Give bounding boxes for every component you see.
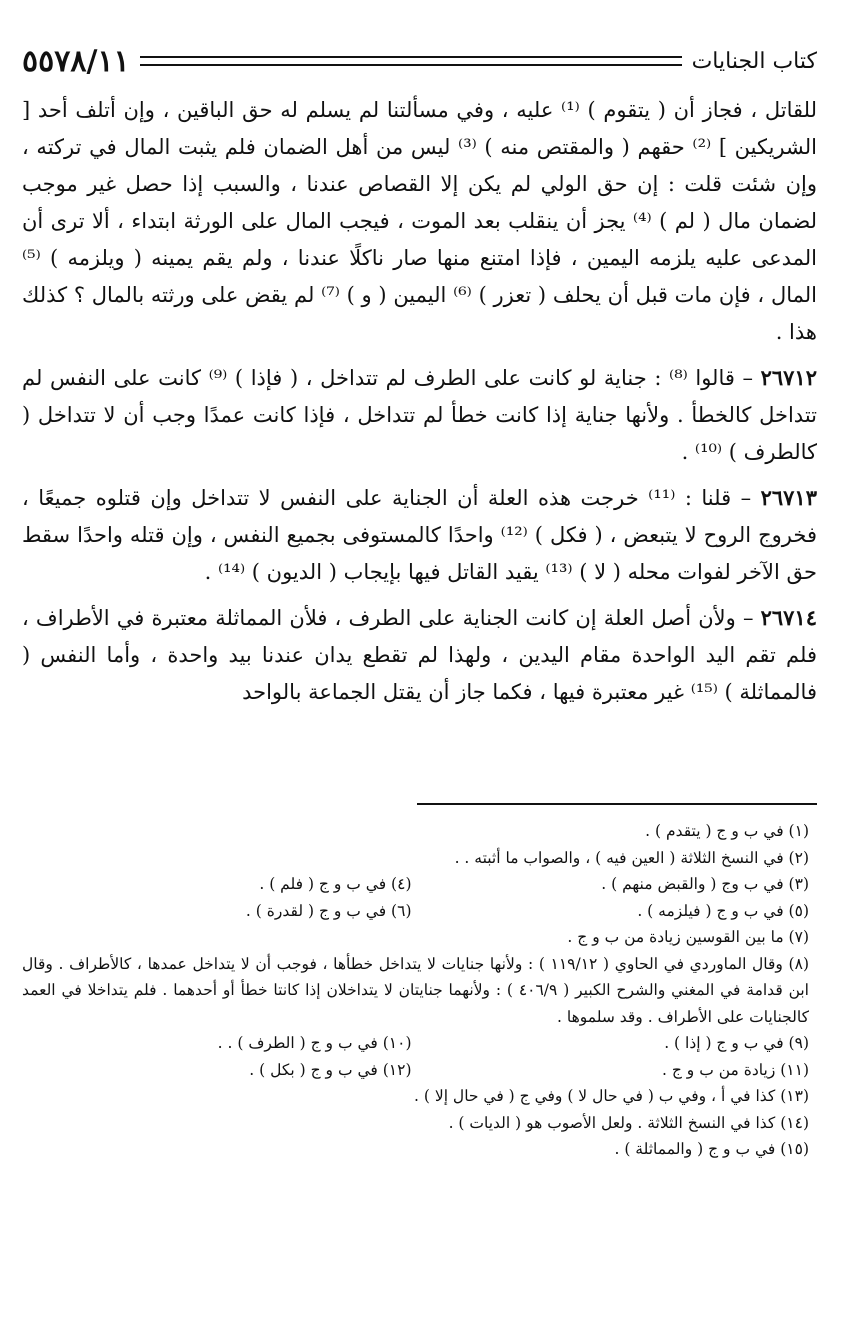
footnote-separator — [417, 803, 817, 805]
footnote-4: (٤) في ب و ج ( فلم ) . — [259, 875, 412, 893]
footnote-9: (٩) في ب و ج ( إذا ) . — [664, 1034, 809, 1052]
paragraph-text: للقاتل ، فجاز أن ( يتقوم ) ⁽¹⁾ عليه ، وفي مسألتنا لم يسلم له حق الباقين ، وإن أتلف أحد [ الشريكين ] ⁽²⁾ حقهم ( والمقتص منه ) ⁽³⁾ ليس من أهل الضمان فلم يثبت المال في تركته ، وإن شئت قلت : إن حق الولي لم يكن إلا القصاص عندنا ، والسبب إذا حصل غير موجب لضمان مال ( لم ) ⁽⁴⁾ يجز أن ينقلب بعد الموت ، فيجب المال على الورثة ابتداء ، ألا ترى أن المدعى عليه يلزمه اليمين ، فإذا امتنع منها صار ناكلًا عندنا ، ولم يقم يمينه ( ويلزمه ) ⁽⁵⁾ المال ، فإن مات قبل أن يحلف ( تعزر ) ⁽⁶⁾ اليمين ( و ) ⁽⁷⁾ لم يقض على ورثته بالمال ؟ كذلك هذا . — [22, 98, 817, 344]
footnote-7: (٧) ما بين القوسين زيادة من ب و ج . — [567, 928, 809, 946]
footnote-row — [22, 871, 817, 898]
footnote-2: (٢) في النسخ الثلاثة ( العين فيه ) ، والصواب ما أثبته . . — [454, 848, 809, 867]
footnote-5: (٥) في ب و ج ( فيلزمه ) . — [637, 901, 809, 920]
footnote-row — [22, 1057, 817, 1084]
paragraph-number: ٢٦٧١٤ — [760, 605, 817, 630]
footnote-13: (١٣) كذا في أ ، وفي ب ( في حال لا ) وفي ج ( في حال إلا ) . — [414, 1087, 809, 1105]
footnote-8: (٨) وقال الماوردي في الحاوي ( ١١٩/١٢ ) : ولأنها جنايات لا يتداخل خطأها ، فوجب أن لا يتداخل عمدها ، كالأطراف . وقال ابن قدامة في المغني والشرح الكبير ( ٤٠٦/٩ ) : ولأنهما جنايتان لا يتداخلان إذا كانتا خطأ أو أحدهما . فلم يتداخلا في العمد كالجنايات على الأطراف . وقد سلموها . — [22, 954, 809, 1026]
footnote-15: (١٥) في ب و ج ( والمماثلة ) . — [614, 1140, 809, 1158]
footnote-3: (٣) في ب وج ( والقبض منهم ) . — [601, 875, 809, 893]
footnote-12: (١٢) في ب و ج ( بكل ) . — [249, 1060, 412, 1079]
footnote-row — [22, 1030, 817, 1057]
main-text — [22, 92, 817, 719]
paragraph-number: ٢٦٧١٢ — [760, 365, 817, 390]
paragraph-text: – ولأن أصل العلة إن كانت الجناية على الطرف ، فلأن المماثلة معتبرة في الأطراف ، فلم تقم اليد الواحدة مقام اليدين ، ولهذا لم تقطع يدان عندنا بيد واحدة ، وأما النفس ( فالمماثلة ) ⁽¹⁵⁾ غير معتبرة فيها ، فكما جاز أن يقتل الجماعة بالواحد — [22, 606, 817, 704]
page-header — [22, 38, 817, 84]
header-rule — [140, 56, 682, 66]
paragraph-1 — [22, 92, 817, 351]
paragraph-text: – قلنا : ⁽¹¹⁾ خرجت هذه العلة أن الجناية على النفس لا تتداخل وإن قتلوه جميعًا ، فخروج الروح لا يتبعض ، ( فكل ) ⁽¹²⁾ واحدًا كالمستوفى بجميع النفس ، وإن قتله واحدًا سقط حق الآخر لفوات محله ( لا ) ⁽¹³⁾ يقيد القاتل فيها بإيجاب ( الديون ) ⁽¹⁴⁾ . — [22, 486, 817, 584]
footnote-row — [22, 898, 817, 925]
footnotes — [22, 818, 817, 1163]
running-title: كتاب الجنايات — [691, 48, 817, 74]
paragraph-26712 — [22, 359, 817, 471]
page-number: ٥٥٧٨/١١ — [22, 43, 130, 79]
paragraph-26713 — [22, 479, 817, 591]
footnote-11: (١١) زيادة من ب و ج . — [662, 1060, 809, 1079]
paragraph-text: – قالوا ⁽⁸⁾ : جناية لو كانت على الطرف لم تتداخل ، ( فإذا ) ⁽⁹⁾ كانت على النفس لم تتداخل كالخطأ . ولأنها جناية إذا كانت خطأ لم تتداخل ، فإذا كانت عمدًا وجب أن لا تتداخل ( كالطرف ) ⁽¹⁰⁾ . — [22, 366, 817, 464]
footnote-14: (١٤) كذا في النسخ الثلاثة . ولعل الأصوب هو ( الديات ) . — [448, 1113, 809, 1132]
footnote-6: (٦) في ب و ج ( لقدرة ) . — [245, 901, 412, 920]
footnote-1: (١) في ب و ج ( يتقدم ) . — [645, 822, 809, 840]
paragraph-26714 — [22, 599, 817, 711]
paragraph-number: ٢٦٧١٣ — [760, 485, 817, 510]
footnote-10: (١٠) في ب و ج ( الطرف ) . . — [217, 1034, 412, 1052]
